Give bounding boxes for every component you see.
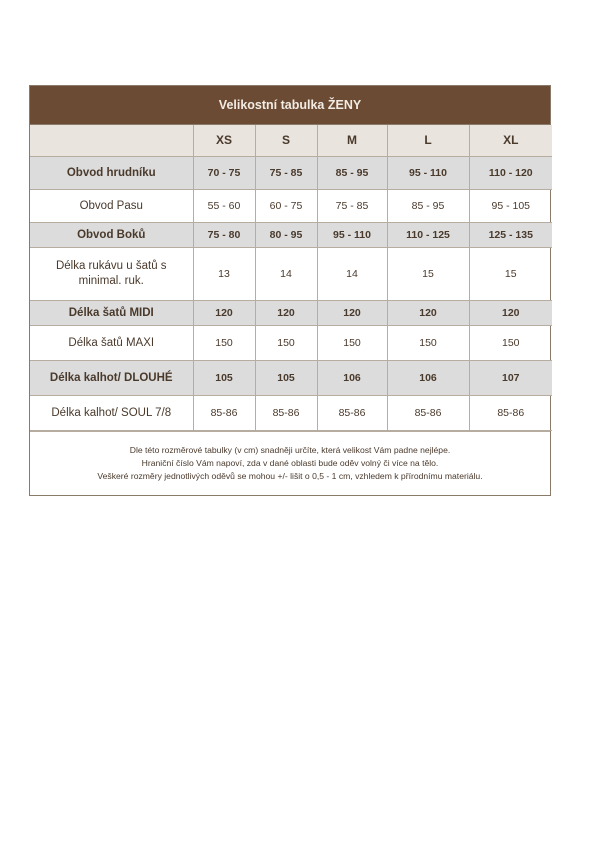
size-chart	[29, 85, 551, 496]
table-cell: 95 - 105	[469, 190, 552, 223]
table-cell: 107	[469, 361, 552, 396]
table-cell: 105	[255, 361, 317, 396]
table-cell: 13	[193, 248, 255, 301]
table-cell: 55 - 60	[193, 190, 255, 223]
size-header: S	[255, 125, 317, 157]
row-label: Délka rukávu u šatů s minimal. ruk.	[30, 248, 193, 301]
table-cell: 125 - 135	[469, 223, 552, 248]
size-notes	[30, 431, 550, 495]
table-cell: 15	[387, 248, 469, 301]
table-cell: 150	[193, 326, 255, 361]
note-line: Hraniční číslo Vám napoví, zda v dané oblasti bude oděv volný či více na tělo.	[141, 458, 439, 468]
table-cell: 120	[469, 301, 552, 326]
size-header: L	[387, 125, 469, 157]
note-line: Veškeré rozměry jednotlivých oděvů se mohou +/- lišit o 0,5 - 1 cm, vzhledem k přírodnímu materiálu.	[97, 471, 483, 481]
row-label: Délka šatů MIDI	[30, 301, 193, 326]
table-cell: 14	[255, 248, 317, 301]
size-header: XL	[469, 125, 552, 157]
row-label: Délka kalhot/ SOUL 7/8	[30, 396, 193, 431]
table-cell: 106	[317, 361, 387, 396]
table-cell: 75 - 85	[317, 190, 387, 223]
table-cell: 120	[255, 301, 317, 326]
table-cell: 120	[193, 301, 255, 326]
table-cell: 85 - 95	[317, 157, 387, 190]
table-cell: 85-86	[317, 396, 387, 431]
table-cell: 70 - 75	[193, 157, 255, 190]
table-cell: 150	[469, 326, 552, 361]
table-cell: 150	[387, 326, 469, 361]
table-row	[30, 361, 552, 396]
row-label: Délka kalhot/ DLOUHÉ	[30, 361, 193, 396]
table-row	[30, 396, 552, 431]
table-cell: 15	[469, 248, 552, 301]
size-table	[30, 125, 552, 431]
table-cell: 105	[193, 361, 255, 396]
table-cell: 95 - 110	[317, 223, 387, 248]
chart-title: Velikostní tabulka ŽENY	[30, 86, 550, 125]
table-cell: 95 - 110	[387, 157, 469, 190]
table-cell: 120	[387, 301, 469, 326]
row-label: Obvod Pasu	[30, 190, 193, 223]
table-cell: 106	[387, 361, 469, 396]
table-cell: 110 - 120	[469, 157, 552, 190]
table-cell: 85-86	[387, 396, 469, 431]
row-label: Obvod Boků	[30, 223, 193, 248]
table-row	[30, 326, 552, 361]
table-cell: 120	[317, 301, 387, 326]
row-label: Délka šatů MAXI	[30, 326, 193, 361]
table-cell: 60 - 75	[255, 190, 317, 223]
table-cell: 85-86	[469, 396, 552, 431]
table-row	[30, 223, 552, 248]
table-row	[30, 301, 552, 326]
table-cell: 150	[317, 326, 387, 361]
size-header: XS	[193, 125, 255, 157]
table-cell: 75 - 80	[193, 223, 255, 248]
table-row	[30, 190, 552, 223]
table-cell: 110 - 125	[387, 223, 469, 248]
table-cell: 85 - 95	[387, 190, 469, 223]
table-cell: 14	[317, 248, 387, 301]
table-row	[30, 157, 552, 190]
table-cell: 80 - 95	[255, 223, 317, 248]
table-cell: 150	[255, 326, 317, 361]
corner-cell	[30, 125, 193, 157]
table-cell: 85-86	[255, 396, 317, 431]
row-label: Obvod hrudníku	[30, 157, 193, 190]
table-cell: 85-86	[193, 396, 255, 431]
table-row	[30, 248, 552, 301]
size-header: M	[317, 125, 387, 157]
note-line: Dle této rozměrové tabulky (v cm) snadněji určíte, která velikost Vám padne nejlépe.	[129, 445, 451, 455]
table-cell: 75 - 85	[255, 157, 317, 190]
size-header-row	[30, 125, 552, 157]
